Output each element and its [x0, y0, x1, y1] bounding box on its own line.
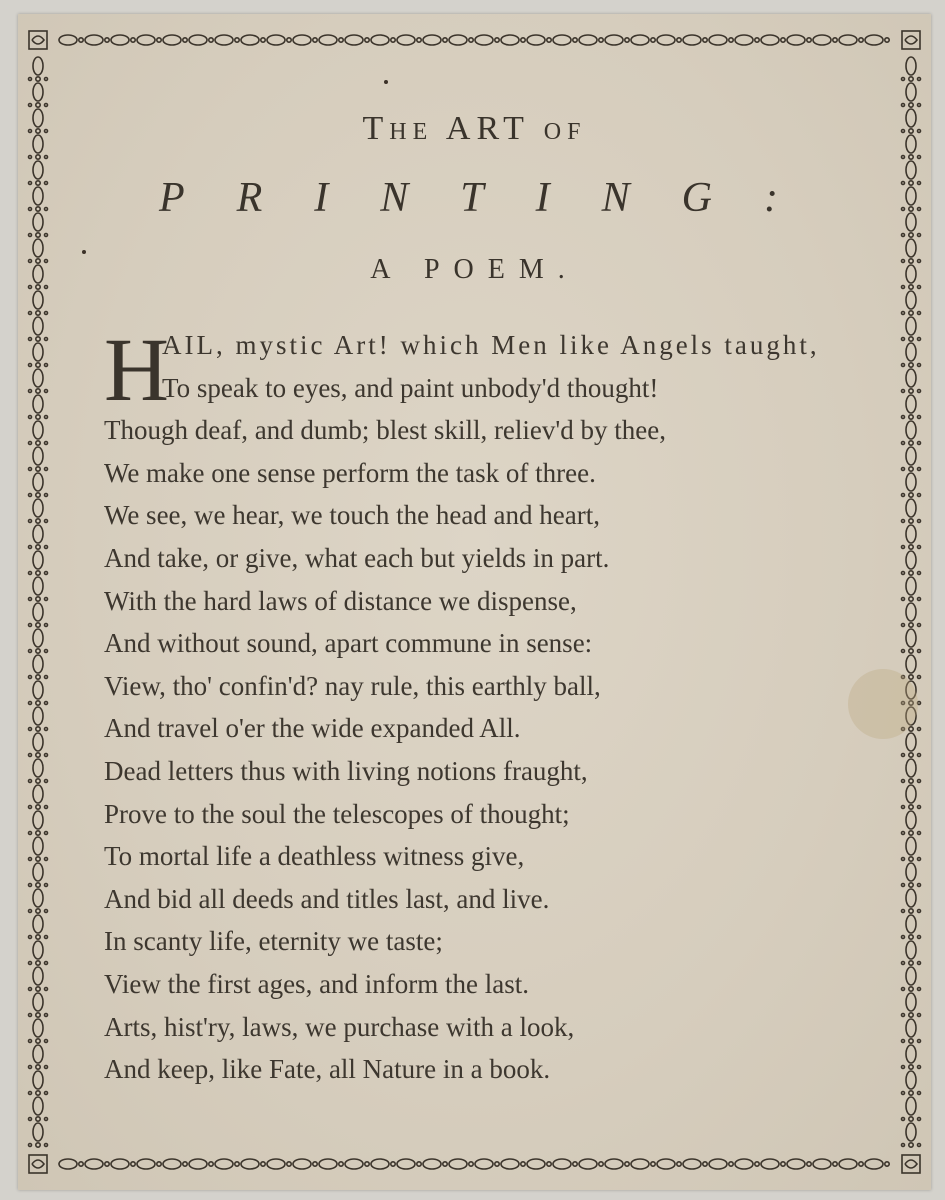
- poem-line: To mortal life a deathless witness give,: [104, 841, 525, 872]
- poem-line: And without sound, apart commune in sense:: [104, 628, 593, 659]
- poem-line: And keep, like Fate, all Nature in a book.: [104, 1054, 551, 1085]
- drop-cap: H: [104, 321, 169, 420]
- poem-line: And bid all deeds and titles last, and live.: [104, 883, 550, 914]
- poem-line: And take, or give, what each but yields in part.: [104, 542, 610, 573]
- poem-line: View the first ages, and inform the last.: [104, 968, 530, 999]
- title-line-1: The ART of: [362, 110, 587, 147]
- poem-line: In scanty life, eternity we taste;: [104, 926, 443, 957]
- printed-sheet: [18, 14, 931, 1190]
- poem-line: Though deaf, and dumb; blest skill, reliev'd by thee,: [104, 415, 666, 446]
- poem-line: With the hard laws of distance we dispense,: [104, 585, 577, 616]
- title-line-2: PRINTING:: [159, 175, 830, 221]
- poem-line: We see, we hear, we touch the head and heart,: [104, 500, 601, 531]
- poem-line: Dead letters thus with living notions fraught,: [104, 755, 588, 786]
- poem-line: Prove to the soul the telescopes of thought;: [104, 798, 570, 829]
- ink-speck: [384, 80, 388, 84]
- poem-line-text: AIL, mystic Art! which Men like Angels taught,: [162, 330, 820, 360]
- poem-line: To speak to eyes, and paint unbody'd thought!: [162, 372, 659, 403]
- poem-line: View, tho' confin'd? nay rule, this earthly ball,: [104, 670, 601, 701]
- poem-line: Arts, hist'ry, laws, we purchase with a look,: [104, 1011, 575, 1042]
- poem-line: And travel o'er the wide expanded All.: [104, 713, 521, 744]
- poem-line: We make one sense perform the task of three.: [104, 457, 596, 488]
- title-line-3: A POEM.: [370, 254, 579, 285]
- poem-body: [104, 321, 884, 1091]
- poem-line: [104, 324, 884, 367]
